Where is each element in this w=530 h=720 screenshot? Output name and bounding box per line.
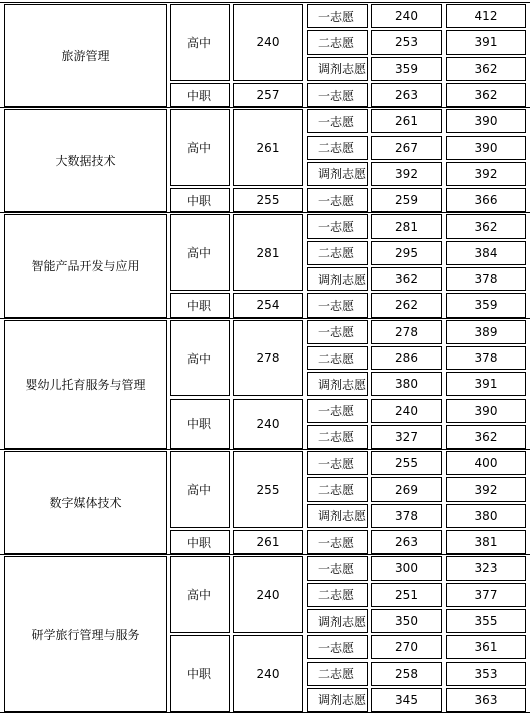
min-control-score: 261 <box>233 530 303 554</box>
lowest-score: 295 <box>371 241 442 265</box>
volunteer-type: 一志愿 <box>307 451 368 475</box>
highest-score: 390 <box>446 109 526 133</box>
highest-score: 391 <box>446 372 526 396</box>
volunteer-type: 调剂志愿 <box>307 609 368 633</box>
volunteer-type: 一志愿 <box>307 109 368 133</box>
row-divider <box>0 554 530 555</box>
row-divider <box>0 2 530 3</box>
major-name: 研学旅行管理与服务 <box>4 556 167 712</box>
row-divider <box>0 107 530 108</box>
highest-score: 391 <box>446 30 526 54</box>
lowest-score: 251 <box>371 583 442 607</box>
highest-score: 378 <box>446 267 526 291</box>
lowest-score: 259 <box>371 188 442 212</box>
lowest-score: 270 <box>371 635 442 659</box>
lowest-score: 240 <box>371 4 442 28</box>
volunteer-type: 一志愿 <box>307 635 368 659</box>
min-control-score: 240 <box>233 4 303 81</box>
volunteer-type: 一志愿 <box>307 4 368 28</box>
volunteer-type: 一志愿 <box>307 320 368 344</box>
volunteer-type: 二志愿 <box>307 346 368 370</box>
highest-score: 362 <box>446 425 526 449</box>
min-control-score: 255 <box>233 188 303 212</box>
min-control-score: 240 <box>233 635 303 712</box>
track-label: 高中 <box>170 214 230 291</box>
lowest-score: 255 <box>371 451 442 475</box>
row-divider <box>0 449 530 450</box>
highest-score: 362 <box>446 83 526 107</box>
track-label: 中职 <box>170 530 230 554</box>
min-control-score: 255 <box>233 451 303 528</box>
highest-score: 359 <box>446 293 526 317</box>
highest-score: 362 <box>446 57 526 81</box>
major-name: 数字媒体技术 <box>4 451 167 554</box>
row-divider <box>0 212 530 213</box>
highest-score: 412 <box>446 4 526 28</box>
lowest-score: 267 <box>371 136 442 160</box>
volunteer-type: 一志愿 <box>307 293 368 317</box>
highest-score: 366 <box>446 188 526 212</box>
track-label: 高中 <box>170 556 230 633</box>
lowest-score: 263 <box>371 530 442 554</box>
highest-score: 355 <box>446 609 526 633</box>
volunteer-type: 调剂志愿 <box>307 504 368 528</box>
highest-score: 384 <box>446 241 526 265</box>
volunteer-type: 二志愿 <box>307 136 368 160</box>
major-name: 旅游管理 <box>4 4 167 107</box>
lowest-score: 378 <box>371 504 442 528</box>
volunteer-type: 二志愿 <box>307 477 368 501</box>
lowest-score: 269 <box>371 477 442 501</box>
highest-score: 381 <box>446 530 526 554</box>
lowest-score: 286 <box>371 346 442 370</box>
highest-score: 362 <box>446 214 526 238</box>
highest-score: 377 <box>446 583 526 607</box>
lowest-score: 278 <box>371 320 442 344</box>
volunteer-type: 调剂志愿 <box>307 688 368 712</box>
track-label: 中职 <box>170 635 230 712</box>
min-control-score: 278 <box>233 320 303 397</box>
min-control-score: 281 <box>233 214 303 291</box>
highest-score: 361 <box>446 635 526 659</box>
volunteer-type: 调剂志愿 <box>307 57 368 81</box>
lowest-score: 262 <box>371 293 442 317</box>
volunteer-type: 二志愿 <box>307 425 368 449</box>
highest-score: 378 <box>446 346 526 370</box>
volunteer-type: 调剂志愿 <box>307 267 368 291</box>
lowest-score: 240 <box>371 399 442 423</box>
highest-score: 392 <box>446 162 526 186</box>
highest-score: 392 <box>446 477 526 501</box>
min-control-score: 254 <box>233 293 303 317</box>
volunteer-type: 一志愿 <box>307 214 368 238</box>
lowest-score: 281 <box>371 214 442 238</box>
highest-score: 363 <box>446 688 526 712</box>
track-label: 中职 <box>170 83 230 107</box>
major-name: 智能产品开发与应用 <box>4 214 167 317</box>
highest-score: 389 <box>446 320 526 344</box>
track-label: 高中 <box>170 4 230 81</box>
track-label: 高中 <box>170 320 230 397</box>
volunteer-type: 一志愿 <box>307 530 368 554</box>
volunteer-type: 二志愿 <box>307 583 368 607</box>
min-control-score: 240 <box>233 399 303 450</box>
volunteer-type: 二志愿 <box>307 662 368 686</box>
track-label: 中职 <box>170 188 230 212</box>
lowest-score: 263 <box>371 83 442 107</box>
volunteer-type: 二志愿 <box>307 30 368 54</box>
track-label: 高中 <box>170 451 230 528</box>
lowest-score: 392 <box>371 162 442 186</box>
lowest-score: 345 <box>371 688 442 712</box>
major-name: 大数据技术 <box>4 109 167 212</box>
track-label: 中职 <box>170 293 230 317</box>
lowest-score: 359 <box>371 57 442 81</box>
highest-score: 353 <box>446 662 526 686</box>
lowest-score: 253 <box>371 30 442 54</box>
lowest-score: 362 <box>371 267 442 291</box>
track-label: 高中 <box>170 109 230 186</box>
highest-score: 380 <box>446 504 526 528</box>
lowest-score: 261 <box>371 109 442 133</box>
min-control-score: 261 <box>233 109 303 186</box>
highest-score: 323 <box>446 556 526 580</box>
volunteer-type: 一志愿 <box>307 556 368 580</box>
min-control-score: 257 <box>233 83 303 107</box>
major-name: 婴幼儿托育服务与管理 <box>4 320 167 450</box>
highest-score: 400 <box>446 451 526 475</box>
lowest-score: 327 <box>371 425 442 449</box>
highest-score: 390 <box>446 399 526 423</box>
min-control-score: 240 <box>233 556 303 633</box>
lowest-score: 258 <box>371 662 442 686</box>
lowest-score: 300 <box>371 556 442 580</box>
volunteer-type: 调剂志愿 <box>307 372 368 396</box>
track-label: 中职 <box>170 399 230 450</box>
row-divider <box>0 712 530 713</box>
highest-score: 390 <box>446 136 526 160</box>
lowest-score: 350 <box>371 609 442 633</box>
volunteer-type: 一志愿 <box>307 83 368 107</box>
volunteer-type: 调剂志愿 <box>307 162 368 186</box>
volunteer-type: 一志愿 <box>307 188 368 212</box>
volunteer-type: 一志愿 <box>307 399 368 423</box>
lowest-score: 380 <box>371 372 442 396</box>
volunteer-type: 二志愿 <box>307 241 368 265</box>
